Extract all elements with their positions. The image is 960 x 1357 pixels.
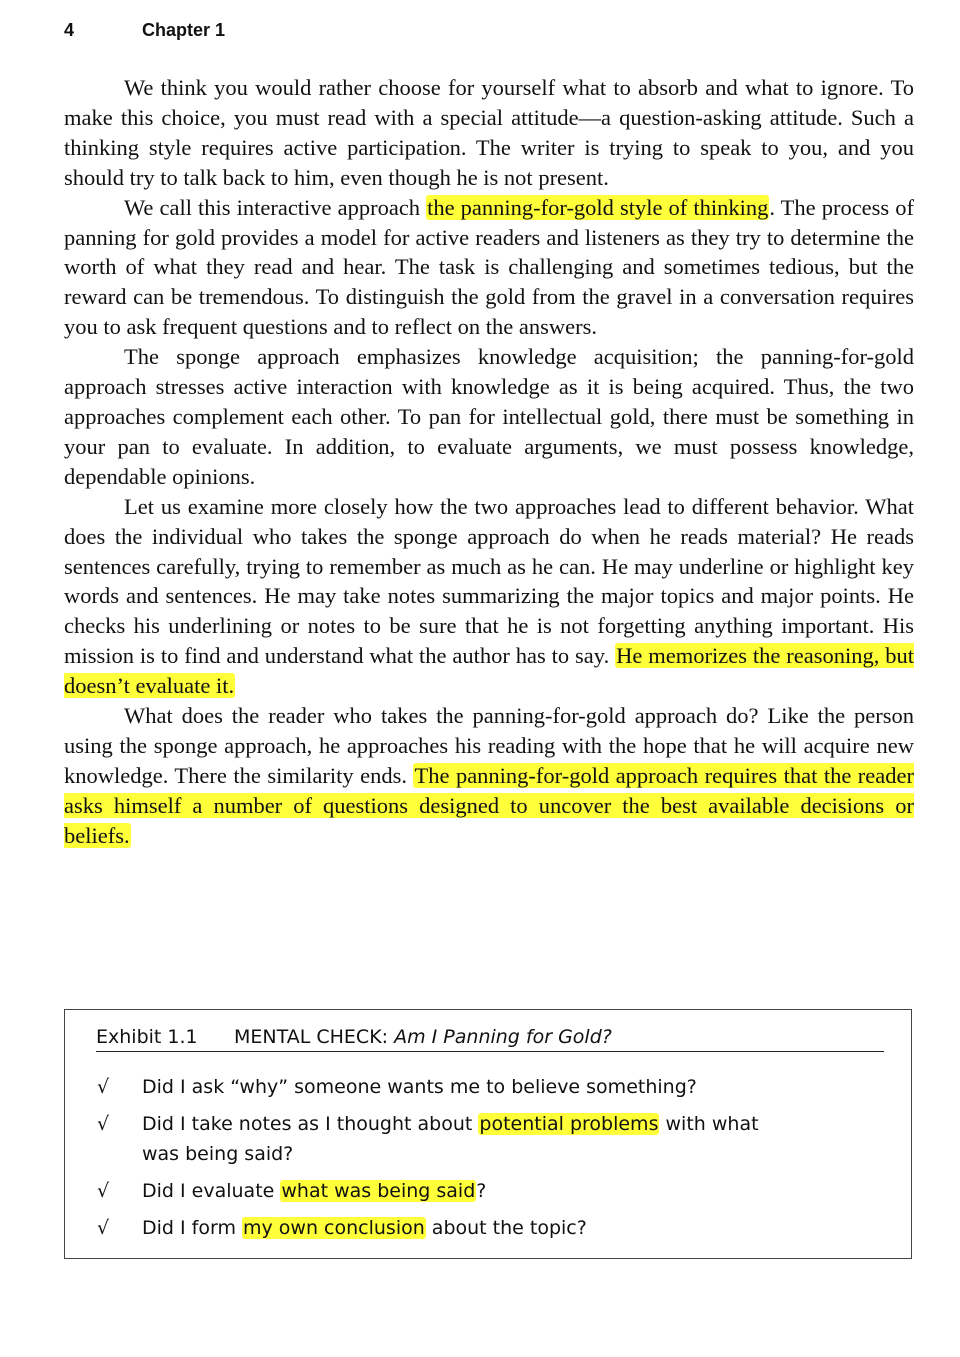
highlighted-text: the panning-for-gold style of thinking [427, 194, 769, 220]
checklist [95, 1072, 795, 1250]
paragraph [64, 73, 914, 193]
body-text [64, 73, 914, 851]
paragraph [64, 193, 914, 343]
checklist-item [95, 1109, 795, 1169]
highlighted-text: what was being said [281, 1180, 476, 1202]
text-segment: The sponge approach emphasizes knowledge acquisition; the panning-for-gold approach stresses active interaction with knowledge as it is being acquired. Thus, the two approaches complement each other. To pan for intellectual gold, there must be something in your pan to evaluate. In addition, to evaluate arguments, we must possess knowledge, dependable opinions. [64, 344, 914, 489]
exhibit-title [96, 1026, 884, 1052]
exhibit-question: Am I Panning for Gold? [394, 1026, 612, 1048]
chapter-title: Chapter 1 [142, 20, 226, 40]
check-mark-icon: √ [97, 1180, 110, 1202]
text-segment: ? [476, 1180, 487, 1202]
exhibit-box [64, 1009, 912, 1259]
text-segment: We think you would rather choose for yourself what to absorb and what to ignore. To make this choice, you must read with a special attitude—a question-asking attitude. Such a thinking style requires active participation. The writer is trying to speak to you, and you should try to talk back to him, even though he is not present. [64, 75, 914, 190]
exhibit-number: Exhibit 1.1 [96, 1026, 198, 1048]
check-mark-icon: √ [97, 1076, 110, 1098]
checklist-item [95, 1072, 795, 1102]
highlighted-text: potential problems [479, 1113, 659, 1135]
highlighted-text: my own conclusion [243, 1217, 425, 1239]
text-segment: What does the reader who takes the panning-for-gold approach do? Like the person using the sponge approach, he approaches his reading with the hope that he will acquire new knowledge. There the similarity ends. [64, 703, 914, 788]
page-number: 4 [64, 20, 75, 40]
paragraph [64, 342, 914, 492]
text-segment: Did I take notes as I thought about [142, 1113, 479, 1135]
text-segment: about the topic? [425, 1217, 587, 1239]
text-segment: We call this interactive approach [124, 194, 427, 220]
text-segment: . The process of panning for gold provides a model for active readers and listeners as they try to determine the worth of what they read and hear. The task is challenging and sometimes tedious, but the reward can be tremendous. To distinguish the gold from the gravel in a conversation requires you to ask frequent questions and to reflect on the answers. [64, 194, 914, 340]
check-mark-icon: √ [97, 1217, 110, 1239]
running-header [64, 20, 225, 41]
text-segment: Did I ask “why” someone wants me to believe something? [142, 1076, 697, 1098]
highlighted-text: The panning-for-gold approach requires that the reader asks himself a number of questions designed to uncover the best available decisions or beliefs. [64, 762, 914, 848]
text-segment: with what was being said? [142, 1113, 759, 1165]
checklist-item [95, 1176, 795, 1206]
highlighted-text: He memorizes the reasoning, but doesn’t evaluate it. [64, 643, 914, 699]
checklist-item [95, 1213, 795, 1243]
paragraph [64, 492, 914, 701]
exhibit-label: MENTAL CHECK: [234, 1026, 389, 1048]
paragraph [64, 701, 914, 851]
text-segment: Let us examine more closely how the two approaches lead to different behavior. What does the individual who takes the sponge approach do when he reads material? He reads sentences carefully, trying to remember as much as he can. He may underline or highlight key words and sentences. He may take notes summarizing the major topics and major points. He checks his underlining or notes to be sure that he is not forgetting anything important. His mission is to find and understand what the author has to say. [64, 493, 914, 669]
text-segment: Did I form [142, 1217, 242, 1239]
check-mark-icon: √ [97, 1113, 110, 1135]
text-segment: Did I evaluate [142, 1180, 281, 1202]
